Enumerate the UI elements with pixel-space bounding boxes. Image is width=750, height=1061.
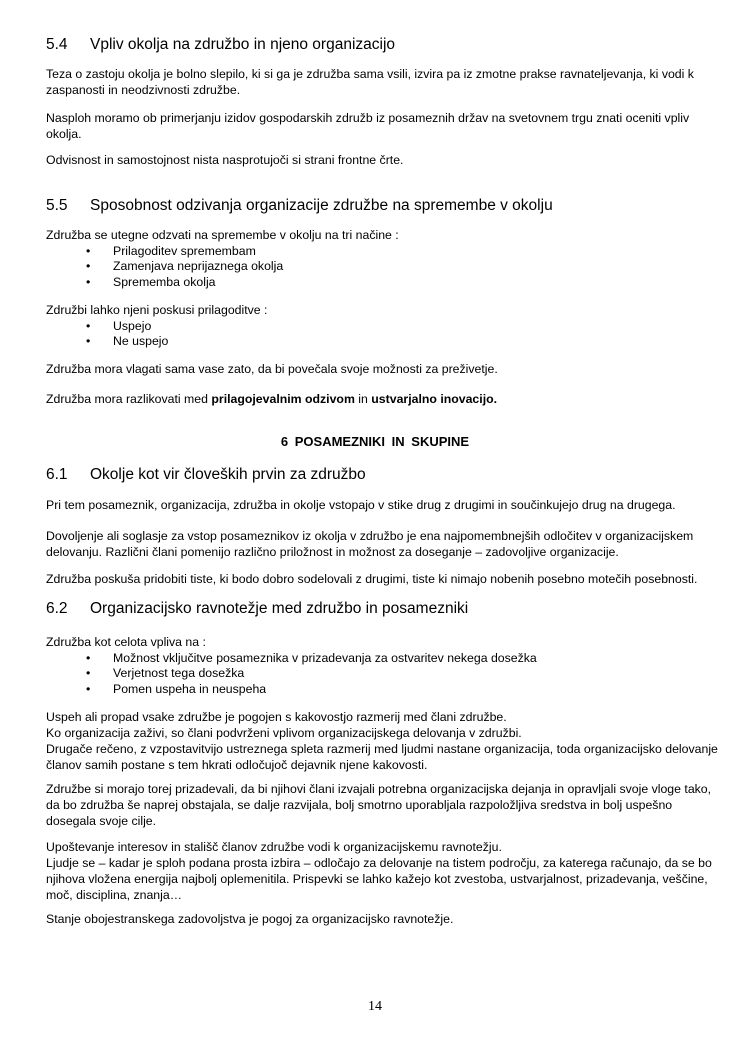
text-run: Združba mora razlikovati med xyxy=(46,392,212,406)
paragraph xyxy=(46,709,718,773)
document-page: 5.4 Vpliv okolja na združbo in njeno organizacijo Teza o zastoju okolja je bolno slepilo, ki si ga je združba sama vsili, izvira pa iz zmotne prakse ravnateljevanja, ki vodi k zaspanosti in neodzivnosti združbe. Nasploh moramo ob primerjanju izidov gospodarskih združb iz posameznih držav na svetovnem trgu znati oceniti vpliv okolja. Odvisnost in samostojnost nista nasprotujoči si strani frontne črte. 5.5 Sposobnost odzivanja organizacije združbe na spremembe v okolju Združba se utegne odzvati na spremembe v okolju na tri načine : • Prilagoditev spremembam • Zamenjava neprijaznega okolja • Sprememba okolja Združbi lahko njeni poskusi prilagoditve : • Uspejo • Ne uspejo Združba mora vlagati sama vase zato, da bi povečala svoje možnosti za preživetje. Združba mora razlikovati med prilagojevalnim odzivom in ustvarjalno inovacijo. 6 POSAMEZNIKI IN SKUPINE 6.1 Okolje kot vir človeških prvin za združbo Pri tem posameznik, organizacija, združba in okolje vstopajo v stike drug z drugimi in součinkujejo drug na drugega. Dovoljenje ali soglasje za vstop posameznikov iz okolja v združbo je ena najpomembnejših odločitev v organizacijskem delovanju. Različni člani pomenijo različno priložnost in možnost za doseganje – zadovoljive organizacije. Združba poskuša pridobiti tiste, ki bodo dobro sodelovali z drugimi, tiste ki nimajo nobenih posebno motečih posebnosti. 6.2 Organizacijsko ravnotežje med združbo in posamezniki Združba kot celota vpliva na : • Možnost vključitve posameznika v prizadevanja za ostvaritev nekega dosežka • Verjetnost tega dosežka • Pomen uspeha in neuspeha Uspeh ali propad vsake združbe je pogojen s kakovostjo razmerij med člani združbe. Ko organizacija zaživi, so člani podvrženi vplivom organizacijskega delovanja v združbi. Drugače rečeno, z vzpostavitvijo ustreznega spleta razmerij med ljudmi nastane organizacija, toda organizacijsko delovanje članov samih postane s tem hkrati odločujoč dejavnik njene kakovosti. Združbe si morajo torej prizadevali, da bi njihovi člani izvajali potrebna organizacijska dejanja in opravljali svoje vloge tako, da bo združba še naprej obstajala, se dalje razvijala, bolj smotrno uporabljala razpoložljiva sredstva in bolj uspešno dosegala svoje cilje. Upoštevanje interesov in stališč članov združbe vodi k organizacijskemu ravnotežju. Ljudje se – kadar je sploh podana prosta izbira – odločajo za delovanje na tistem področju, za katerega računajo, da se bo njihova vložena energija najbolj oplemenitila. Prispevki se lahko kažejo kot zvestoba, ustvarjalnost, prizadevanja, veščine, moč, disciplina, znanja… Stanje obojestranskega zadovoljstva je pogoj za organizacijsko ravnotežje. 14 xyxy=(0,0,750,1061)
section-heading-5-5 xyxy=(46,197,718,215)
paragraph xyxy=(46,391,718,407)
section-heading-6-2 xyxy=(46,600,718,618)
paragraph: Nasploh moramo ob primerjanju izidov gospodarskih združb iz posameznih držav na svetovnem trgu znati oceniti vpliv okolja. xyxy=(46,111,690,141)
paragraph: Stanje obojestranskega zadovoljstva je pogoj za organizacijsko ravnotežje. xyxy=(46,912,454,926)
paragraph: Združba kot celota vpliva na : xyxy=(46,635,206,649)
section-heading-5-4 xyxy=(46,36,718,54)
paragraph: Združba se utegne odzvati na spremembe v okolju na tri načine : xyxy=(46,228,399,242)
bullet-icon: • xyxy=(86,666,91,680)
text-line: Uspeh ali propad vsake združbe je pogojen s kakovostjo razmerij med člani združbe. xyxy=(46,710,507,724)
bullet-icon: • xyxy=(86,244,91,258)
bullet-icon: • xyxy=(86,334,91,348)
section-title: Vpliv okolja na združbo in njeno organizacijo xyxy=(90,36,396,53)
paragraph: Pri tem posameznik, organizacija, združba in okolje vstopajo v stike drug z drugimi in součinkujejo drug na drugega. xyxy=(46,498,676,512)
section-title: Okolje kot vir človeških prvin za združbo xyxy=(90,466,366,483)
paragraph: Združba mora vlagati sama vase zato, da bi povečala svoje možnosti za preživetje. xyxy=(46,362,498,376)
paragraph: Odvisnost in samostojnost nista nasprotujoči si strani frontne črte. xyxy=(46,153,404,167)
section-heading-6-1 xyxy=(46,466,718,484)
bullet-icon: • xyxy=(86,682,91,696)
text-line: Upoštevanje interesov in stališč članov združbe vodi k organizacijskemu ravnotežju. xyxy=(46,840,502,854)
section-title: Organizacijsko ravnotežje med združbo in posamezniki xyxy=(90,600,469,617)
section-number: 5.5 xyxy=(46,197,68,214)
paragraph: Združbi lahko njeni poskusi prilagoditve : xyxy=(46,303,268,317)
paragraph: Dovoljenje ali soglasje za vstop posameznikov iz okolja v združbo je ena najpomembnejših odločitev v organizacijskem delovanju. Različni člani pomenijo različno priložnost in možnost za doseganje – zadovoljive organizacije. xyxy=(46,529,694,559)
paragraph xyxy=(46,839,718,903)
bullet-icon: • xyxy=(86,319,91,333)
chapter-heading: 6 POSAMEZNIKI IN SKUPINE xyxy=(280,434,470,449)
paragraph: Združbe si morajo torej prizadevali, da bi njihovi člani izvajali potrebna organizacijska dejanja in opravljali svoje vloge tako, da bo združba še naprej obstajala, se dalje razvijala, bolj smotrno uporabljala razpoložljiva sredstva in bolj uspešno dosegala svoje cilje. xyxy=(46,782,712,828)
paragraph: Združba poskuša pridobiti tiste, ki bodo dobro sodelovali z drugimi, tiste ki nimajo nobenih posebno motečih posebnosti. xyxy=(46,572,698,586)
section-number: 6.2 xyxy=(46,600,68,617)
text-line: Drugače rečeno, z vzpostavitvijo ustreznega spleta razmerij med ljudmi nastane organizacija, toda organizacijsko delovanje članov samih postane s tem hkrati odločujoč dejavnik njene kakovosti. xyxy=(46,742,718,772)
bullet-icon: • xyxy=(86,651,91,665)
bold-term: prilagojevalnim odzivom xyxy=(211,392,355,406)
page-number: 14 xyxy=(368,999,382,1014)
text-line: Ljudje se – kadar je sploh podana prosta izbira – odločajo za delovanje na tistem področju, za katerega računajo, da se bo njihova vložena energija najbolj oplemenitila. Prispevki se lahko kažejo kot zvestoba, ustvarjalnost, prizadevanja, veščine, moč, disciplina, znanja… xyxy=(46,856,712,902)
text-line: Ko organizacija zaživi, so člani podvrženi vplivom organizacijskega delovanja v združbi. xyxy=(46,726,522,740)
section-number: 6.1 xyxy=(46,466,68,483)
bullet-icon: • xyxy=(86,275,91,289)
section-title: Sposobnost odzivanja organizacije združbe na spremembe v okolju xyxy=(90,197,553,214)
paragraph: Teza o zastoju okolja je bolno slepilo, ki si ga je združba sama vsili, izvira pa iz zmotne prakse ravnateljevanja, ki vodi k zaspanosti in neodzivnosti združbe. xyxy=(46,67,694,97)
section-number: 5.4 xyxy=(46,36,68,53)
text-run: in xyxy=(354,392,372,406)
bullet-icon: • xyxy=(86,259,91,273)
bold-term: ustvarjalno inovacijo. xyxy=(371,392,498,406)
